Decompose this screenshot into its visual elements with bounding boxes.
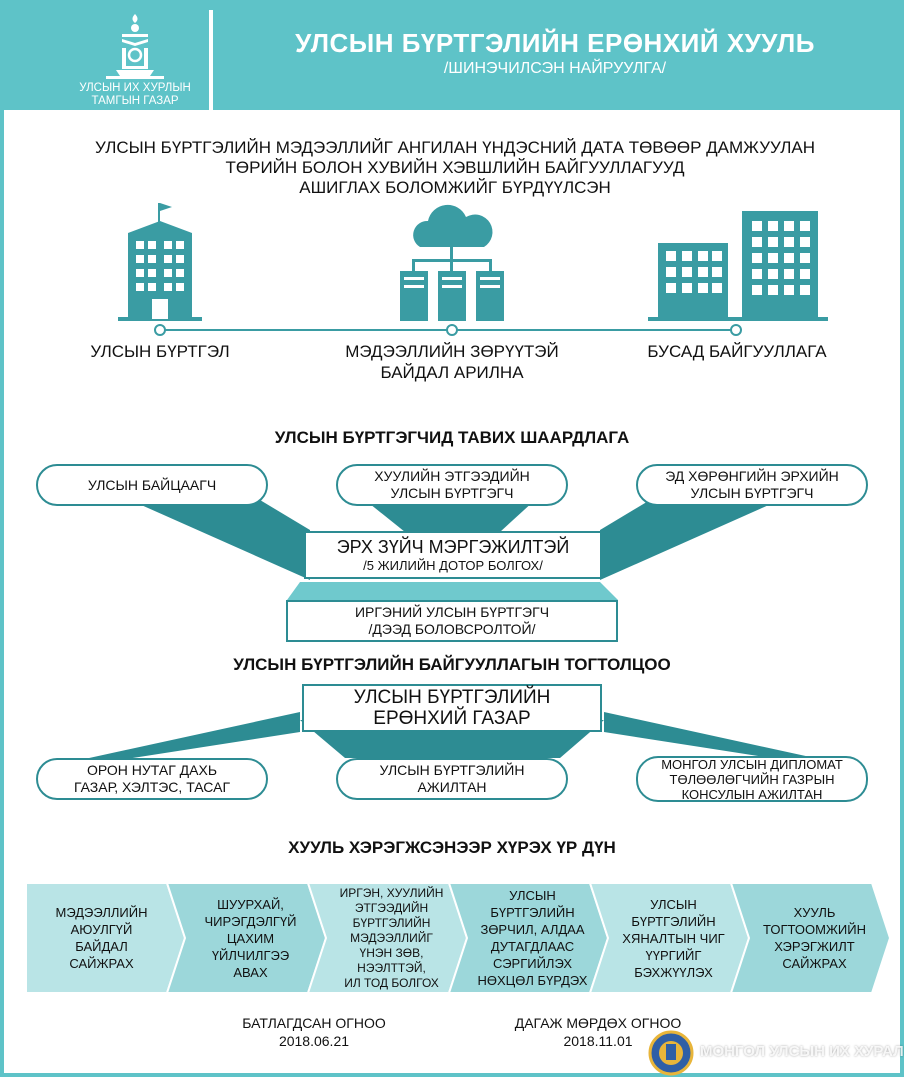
intro-line1: УЛСЫН БҮРТГЭЛИЙН МЭДЭЭЛЛИЙГ АНГИЛАН ҮНДЭСНИЙ ДАТА ТӨВӨӨР ДАМЖУУЛАН — [94, 138, 816, 157]
node-label-state-registration: УЛСЫН БҮРТГЭЛ — [90, 342, 230, 361]
requirement-sub-box — [286, 600, 618, 642]
pill-registration-officer — [336, 758, 568, 800]
node-label-center-line2: БАЙДАЛ АРИЛНА — [380, 363, 524, 382]
structure-main-box — [302, 684, 602, 732]
approved-date-label: БАТЛАГДСАН ОГНОО — [242, 1015, 386, 1031]
approved-date-value: 2018.06.21 — [278, 1033, 350, 1049]
government-building-icon — [118, 203, 202, 321]
structure-main-line2: ЕРӨНХИЙ ГАЗАР — [373, 708, 531, 729]
connector-node-right — [731, 325, 741, 335]
pill-local-line1: ОРОН НУТАГ ДАХЬ — [86, 762, 218, 778]
pill-local-offices — [36, 758, 268, 800]
pill-legal-entity-line2: УЛСЫН БҮРТГЭГЧ — [390, 485, 514, 501]
data-flow-illustration — [0, 195, 904, 340]
funnel-right — [600, 500, 780, 580]
result-step-1: МЭДЭЭЛЛИЙН АЮУЛГҮЙ БАЙДАЛ САЙЖРАХ — [55, 905, 148, 971]
pill-legal-entity-line1: ХУУЛИЙН ЭТГЭЭДИЙН — [374, 468, 530, 484]
result-step-5: УЛСЫН БҮРТГЭЛИЙН ХЯНАЛТЫН ЧИГ ҮҮРГИЙГ БЭХЖҮҮЛЭХ — [622, 896, 725, 980]
approved-date-block — [214, 1014, 414, 1050]
pill-legal-entity-registrar — [336, 464, 568, 506]
page-title: УЛСЫН БҮРТГЭЛИЙН ЕРӨНХИЙ ХУУЛЬ — [295, 28, 815, 58]
logo-caption-line2: ТАМГЫН ГАЗАР — [91, 95, 179, 107]
funnel-left — [130, 500, 310, 580]
structure-main-line1: УЛСЫН БҮРТГЭЛИЙН — [353, 687, 551, 708]
pill-property-line1: ЭД ХӨРӨНГИЙН ЭРХИЙН — [665, 468, 839, 484]
result-step-6: ХУУЛЬ ТОГТООМЖИЙН ХЭРЭГЖИЛТ САЙЖРАХ — [763, 905, 866, 971]
soyombo-emblem-icon — [62, 8, 208, 82]
structure-wing-right — [604, 712, 824, 760]
result-step-3: ИРГЭН, ХУУЛИЙН ЭТГЭЭДИЙН БҮРТГЭЛИЙН МЭДЭЭЛЛИЙГ ҮНЭН ЗӨВ, НЭЭЛТТЭЙ, ИЛ ТОД БОЛГОХ — [339, 885, 444, 990]
intro-line2: ТӨРИЙН БОЛОН ХУВИЙН ХЭВШЛИЙН БАЙГУУЛЛАГУУД — [225, 158, 685, 177]
structure-title: УЛСЫН БҮРТГЭЛИЙН БАЙГУУЛЛАГЫН ТОГТОЛЦОО — [233, 655, 671, 674]
node-label-center-line1: МЭДЭЭЛЛИЙН ЗӨРҮҮТЭЙ — [345, 342, 559, 361]
requirement-sub-line1: ИРГЭНИЙ УЛСЫН БҮРТГЭГЧ — [354, 604, 550, 620]
requirement-sub-line2: /ДЭЭД БОЛОВСРОЛТОЙ/ — [368, 621, 536, 637]
pill-property-line2: УЛСЫН БҮРТГЭГЧ — [690, 485, 814, 501]
funnel-bottom-band — [287, 582, 618, 600]
connector-node-left — [155, 325, 165, 335]
intro-text — [40, 138, 870, 198]
pill-officer-line2: АЖИЛТАН — [417, 779, 487, 795]
effective-date-label: ДАГАЖ МӨРДӨХ ОГНОО — [514, 1015, 682, 1031]
pill-consular-line3: КОНСУЛЫН АЖИЛТАН — [681, 786, 823, 802]
office-buildings-icon — [648, 211, 828, 321]
node-label-other-organizations: БУСАД БАЙГУУЛЛАГА — [647, 342, 827, 361]
watermark-text: МОНГОЛ УЛСЫН ИХ ХУРАЛ — [700, 1043, 904, 1060]
connector-node-center — [447, 325, 457, 335]
result-step-2: ШУУРХАЙ, ЧИРЭГДЭЛГҮЙ ЦАХИМ ҮЙЛЧИЛГЭЭ АВАХ — [204, 896, 297, 980]
parliament-logo — [62, 8, 208, 110]
pill-local-line2: ГАЗАР, ХЭЛТЭС, ТАСАГ — [73, 779, 231, 795]
node-label-data-consistency — [322, 341, 582, 383]
intro-line3: АШИГЛАХ БОЛОМЖИЙГ БҮРДҮҮЛСЭН — [299, 178, 611, 197]
logo-caption — [62, 82, 208, 108]
structure-wing-left — [80, 712, 300, 760]
page-subtitle: /ШИНЭЧИЛСЭН НАЙРУУЛГА/ — [443, 60, 667, 77]
requirements-title: УЛСЫН БҮРТГЭГЧИД ТАВИХ ШААРДЛАГА — [274, 428, 630, 447]
result-step-4: УЛСЫН БҮРТГЭЛИЙН ЗӨРЧИЛ, АЛДАА ДУТАГДЛААС СЭРГИЙЛЭХ НӨХЦӨЛ БҮРДЭХ — [477, 888, 588, 988]
pill-consular-line1: МОНГОЛ УЛСЫН ДИПЛОМАТ — [661, 756, 843, 772]
pill-consular-officer — [636, 756, 868, 802]
parliament-seal-icon — [648, 1030, 694, 1076]
logo-caption-line1: УЛСЫН ИХ ХУРЛЫН — [79, 82, 191, 94]
pill-consular-line2: ТӨЛӨӨЛӨГЧИЙН ГАЗРЫН — [669, 771, 835, 787]
requirement-main-box — [304, 531, 602, 579]
pill-property-rights-registrar — [636, 464, 868, 506]
pill-officer-line1: УЛСЫН БҮРТГЭЛИЙН — [379, 762, 525, 778]
requirement-main-line1: ЭРХ ЗҮЙЧ МЭРГЭЖИЛТЭЙ — [336, 537, 570, 557]
requirement-main-line2: /5 ЖИЛИЙН ДОТОР БОЛГОХ/ — [363, 558, 543, 573]
pill-state-inspector: УЛСЫН БАЙЦААГЧ — [36, 464, 268, 506]
cloud-server-icon — [400, 205, 504, 321]
results-title: ХУУЛЬ ХЭРЭГЖСЭНЭЭР ХҮРЭХ ҮР ДҮН — [288, 838, 616, 857]
effective-date-value: 2018.11.01 — [563, 1033, 633, 1049]
